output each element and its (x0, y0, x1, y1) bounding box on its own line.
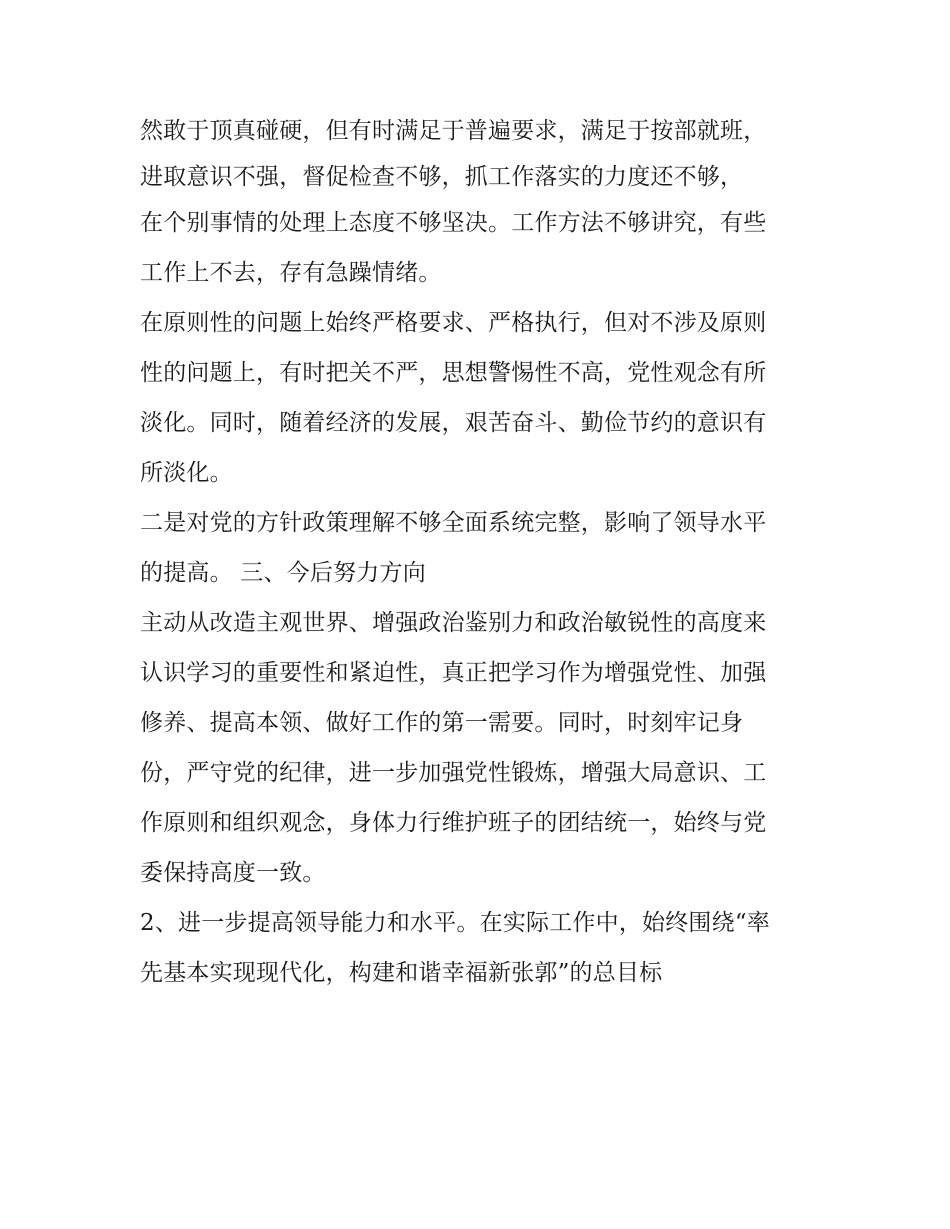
text-line: 二是对党的方针政策理解不够全面系统完整，影响了领导水平 (140, 510, 767, 536)
text-line: 认识学习的重要性和紧迫性，真正把学习作为增强党性、加强 (140, 660, 767, 686)
document-body (140, 106, 830, 998)
text-line: 委保持高度一致。 (140, 860, 326, 886)
text-line: 主动从改造主观世界、增强政治鉴别力和政治敏锐性的高度来 (140, 610, 767, 636)
text-line: 在个别事情的处理上态度不够坚决。工作方法不够讲究，有些 (140, 210, 767, 236)
text-line: 淡化。同时，随着经济的发展，艰苦奋斗、勤俭节约的意识有 (140, 410, 767, 436)
text-line: 作原则和组织观念，身体力行维护班子的团结统一，始终与党 (140, 810, 767, 836)
text-line: 在原则性的问题上始终严格要求、严格执行，但对不涉及原则 (140, 310, 767, 336)
text-line: 份，严守党的纪律，进一步加强党性锻炼，增强大局意识、工 (140, 760, 767, 786)
text-line: 性的问题上，有时把关不严，思想警惕性不高，党性观念有所 (140, 360, 767, 386)
text-line: 进取意识不强，督促检查不够，抓工作落实的力度还不够， (140, 164, 744, 190)
text-line: 2、进一步提高领导能力和水平。在实际工作中，始终围绕“率 (140, 910, 770, 936)
text-line: 修养、提高本领、做好工作的第一需要。同时，时刻牢记身 (140, 710, 744, 736)
text-line: 所淡化。 (140, 460, 233, 486)
text-line: 然敢于顶真碰硬，但有时满足于普遍要求，满足于按部就班， (140, 118, 767, 144)
text-line: 先基本实现现代化，构建和谐幸福新张郭”的总目标 (140, 960, 663, 986)
text-line: 的提高。 三、今后努力方向 (140, 560, 426, 586)
text-line: 工作上不去，存有急躁情绪。 (140, 260, 442, 286)
